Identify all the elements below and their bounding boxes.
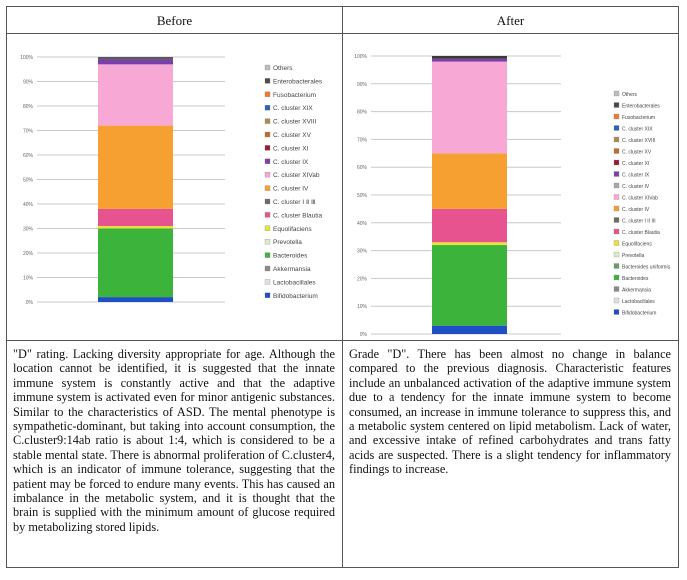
before-legend-label: C. cluster IX <box>273 158 309 166</box>
before-legend-swatch <box>265 78 270 83</box>
after-legend-swatch <box>614 241 619 246</box>
before-legend-label: C. cluster Ⅰ Ⅱ Ⅲ <box>273 199 316 206</box>
after-legend-swatch <box>614 275 619 280</box>
after-y-tick-label: 90% <box>356 81 367 88</box>
after-bar-segment <box>432 62 507 154</box>
before-legend-label: C. cluster XVIII <box>273 118 317 126</box>
before-legend-label: Bacteroides <box>273 252 308 260</box>
before-legend-swatch <box>265 226 270 231</box>
after-bar-segment <box>432 245 507 326</box>
before-y-tick-label: 60% <box>22 153 33 159</box>
after-y-tick-label: 60% <box>356 165 367 172</box>
after-description: Grade "D". There has been almost no change in balance compared to the previous diagnosis. Characteristic features include an unbalanced activation of the adaptive immune system due to a tendency for the innate immune system to become consumed, an increase in immune tolerance to suppress this, and a metabolic system centered on lipid metabolism. Lack of water, and excessive intake of refined carbohydrates and trans fatty acids are suspected. There is a slight tendency for inflammatory findings to increase. <box>349 347 671 477</box>
before-header: Before <box>156 13 193 28</box>
before-legend-label: Fusobacterium <box>273 91 316 99</box>
after-legend-label: C. cluster XI <box>622 161 650 167</box>
before-chart <box>11 37 339 337</box>
after-legend-label: Akkermansia <box>622 287 651 294</box>
after-legend-label: Lactobacillales <box>622 299 655 305</box>
after-legend-label: Bifidobacterium <box>622 310 657 317</box>
after-bar-segment <box>432 242 507 245</box>
after-legend-label: C. cluster XIVab <box>622 195 658 202</box>
after-bar-segment <box>432 59 507 62</box>
after-y-tick-label: 100% <box>354 54 367 60</box>
after-legend-swatch <box>614 149 619 154</box>
before-legend-label: Akkermansia <box>273 266 311 273</box>
after-legend-label: Enterobacterales <box>622 103 660 110</box>
before-legend-swatch <box>265 239 270 244</box>
header-divider <box>7 33 678 34</box>
after-y-tick-label: 40% <box>356 220 367 227</box>
after-legend-label: Others <box>622 92 638 98</box>
after-y-tick-label: 10% <box>356 304 367 311</box>
before-y-tick-label: 20% <box>22 251 33 257</box>
after-legend-swatch <box>614 126 619 131</box>
before-y-tick-label: 80% <box>22 104 33 110</box>
before-y-tick-label: 50% <box>22 177 33 184</box>
before-legend-label: Lactobacillales <box>273 279 316 287</box>
before-bar-segment <box>98 59 173 64</box>
before-legend-label: C. cluster XI <box>273 145 309 153</box>
after-y-tick-label: 80% <box>356 109 367 116</box>
after-legend-label: C. cluster XVIII <box>622 138 656 144</box>
after-legend-label: C. cluster IV <box>622 207 650 213</box>
before-legend-swatch <box>265 199 270 204</box>
before-bar-segment <box>98 126 173 209</box>
before-legend-swatch <box>265 212 270 217</box>
before-legend-swatch <box>265 172 270 177</box>
after-bar-segment <box>432 56 507 59</box>
after-bar-segment <box>432 153 507 209</box>
before-y-tick-label: 10% <box>22 275 33 282</box>
before-legend-label: C. cluster IV <box>273 185 309 193</box>
after-y-tick-label: 70% <box>356 137 367 144</box>
before-bar-segment <box>98 64 173 125</box>
before-y-tick-label: 30% <box>22 226 33 233</box>
before-legend-label: C. cluster Blautia <box>273 212 323 220</box>
before-legend-swatch <box>265 159 270 164</box>
before-legend-label: Enterobacterales <box>273 78 323 86</box>
before-bar-segment <box>98 226 173 228</box>
after-legend-label: C. cluster XV <box>622 149 652 156</box>
after-legend-swatch <box>614 183 619 188</box>
after-chart-panel <box>347 37 675 337</box>
after-legend-label: C. cluster IX <box>622 172 650 179</box>
before-bar-segment <box>98 297 173 302</box>
before-y-tick-label: 40% <box>22 202 33 208</box>
before-legend-swatch <box>265 132 270 137</box>
before-legend-label: Equolifaciens <box>273 225 312 233</box>
after-legend-swatch <box>614 229 619 234</box>
before-legend-label: Prevotella <box>273 239 302 247</box>
after-legend-swatch <box>614 137 619 142</box>
after-legend-label: C. cluster I II III <box>622 218 656 225</box>
after-legend-swatch <box>614 287 619 292</box>
after-y-tick-label: 30% <box>356 248 367 255</box>
before-legend-label: Bifidobacterium <box>273 292 318 300</box>
after-legend-swatch <box>614 160 619 165</box>
before-legend-swatch <box>265 65 270 70</box>
before-legend-swatch <box>265 253 270 258</box>
after-legend-swatch <box>614 252 619 257</box>
before-legend-swatch <box>265 105 270 110</box>
before-bar-segment <box>98 229 173 298</box>
before-y-tick-label: 0% <box>25 300 33 306</box>
before-bar-segment <box>98 209 173 226</box>
after-legend-label: Bacteroides <box>622 276 649 282</box>
after-legend-label: C. cluster Blautia <box>622 230 660 236</box>
after-legend-label: Bacteroides uniformis <box>622 264 671 271</box>
before-legend-swatch <box>265 92 270 97</box>
after-legend-swatch <box>614 206 619 211</box>
after-y-tick-label: 20% <box>356 276 367 283</box>
after-legend-swatch <box>614 114 619 119</box>
after-y-tick-label: 50% <box>356 193 367 199</box>
before-legend-swatch <box>265 293 270 298</box>
before-legend-swatch <box>265 119 270 124</box>
before-legend-swatch <box>265 266 270 271</box>
before-y-tick-label: 90% <box>22 79 33 86</box>
before-legend-label: C. cluster XIX <box>273 105 313 113</box>
chart-divider <box>7 340 678 341</box>
after-legend-swatch <box>614 298 619 303</box>
before-legend-label: Others <box>273 65 293 72</box>
before-legend-label: C. cluster XV <box>273 132 311 139</box>
after-legend-label: Fusobacterium <box>622 115 656 121</box>
before-legend-swatch <box>265 279 270 284</box>
after-header: After <box>496 13 525 28</box>
after-legend-label: C. cluster XIX <box>622 126 653 133</box>
before-y-tick-label: 70% <box>22 128 33 135</box>
after-legend-label: Equolifaciens <box>622 241 652 248</box>
after-bar-segment <box>432 326 507 334</box>
after-legend-swatch <box>614 264 619 269</box>
comparison-table <box>6 6 679 568</box>
before-bar-segment <box>98 57 173 59</box>
before-legend-label: C. cluster XIVab <box>273 172 320 180</box>
after-legend-swatch <box>614 195 619 200</box>
before-y-tick-label: 100% <box>20 55 33 61</box>
after-legend-label: C. cluster IV <box>622 184 650 190</box>
before-description: "D" rating. Lacking diversity appropriate for age. Although the location cannot be identified, it is suggested that the innate immune system is constantly active and that the adaptive immune system is activated even for minor antigenic substances. Similar to the characteristics of ASD. The mental phenotype is sympathetic-dominant, but taking into account consumption, the C.cluster9:14ab ratio is about 1:4, which is considered to be a stable mental state. There is abnormal proliferation of C.cluster4, which is an indicator of immune tolerance, suggesting that the patient may be forced to endure many events. This has caused an imbalance in the metabolic system, and it is thought that the brain is supplied with the minimum amount of glucose required by metabolizing stored lipids. <box>13 347 335 534</box>
after-y-tick-label: 0% <box>359 332 367 337</box>
after-legend-swatch <box>614 218 619 223</box>
before-legend-swatch <box>265 145 270 150</box>
after-legend-swatch <box>614 172 619 177</box>
before-chart-panel <box>11 37 339 337</box>
before-legend-swatch <box>265 186 270 191</box>
column-divider <box>342 7 343 567</box>
after-bar-segment <box>432 209 507 242</box>
after-legend-swatch <box>614 103 619 108</box>
after-legend-swatch <box>614 310 619 315</box>
after-legend-label: Prevotella <box>622 253 645 259</box>
after-legend-swatch <box>614 91 619 96</box>
after-chart <box>347 37 675 337</box>
